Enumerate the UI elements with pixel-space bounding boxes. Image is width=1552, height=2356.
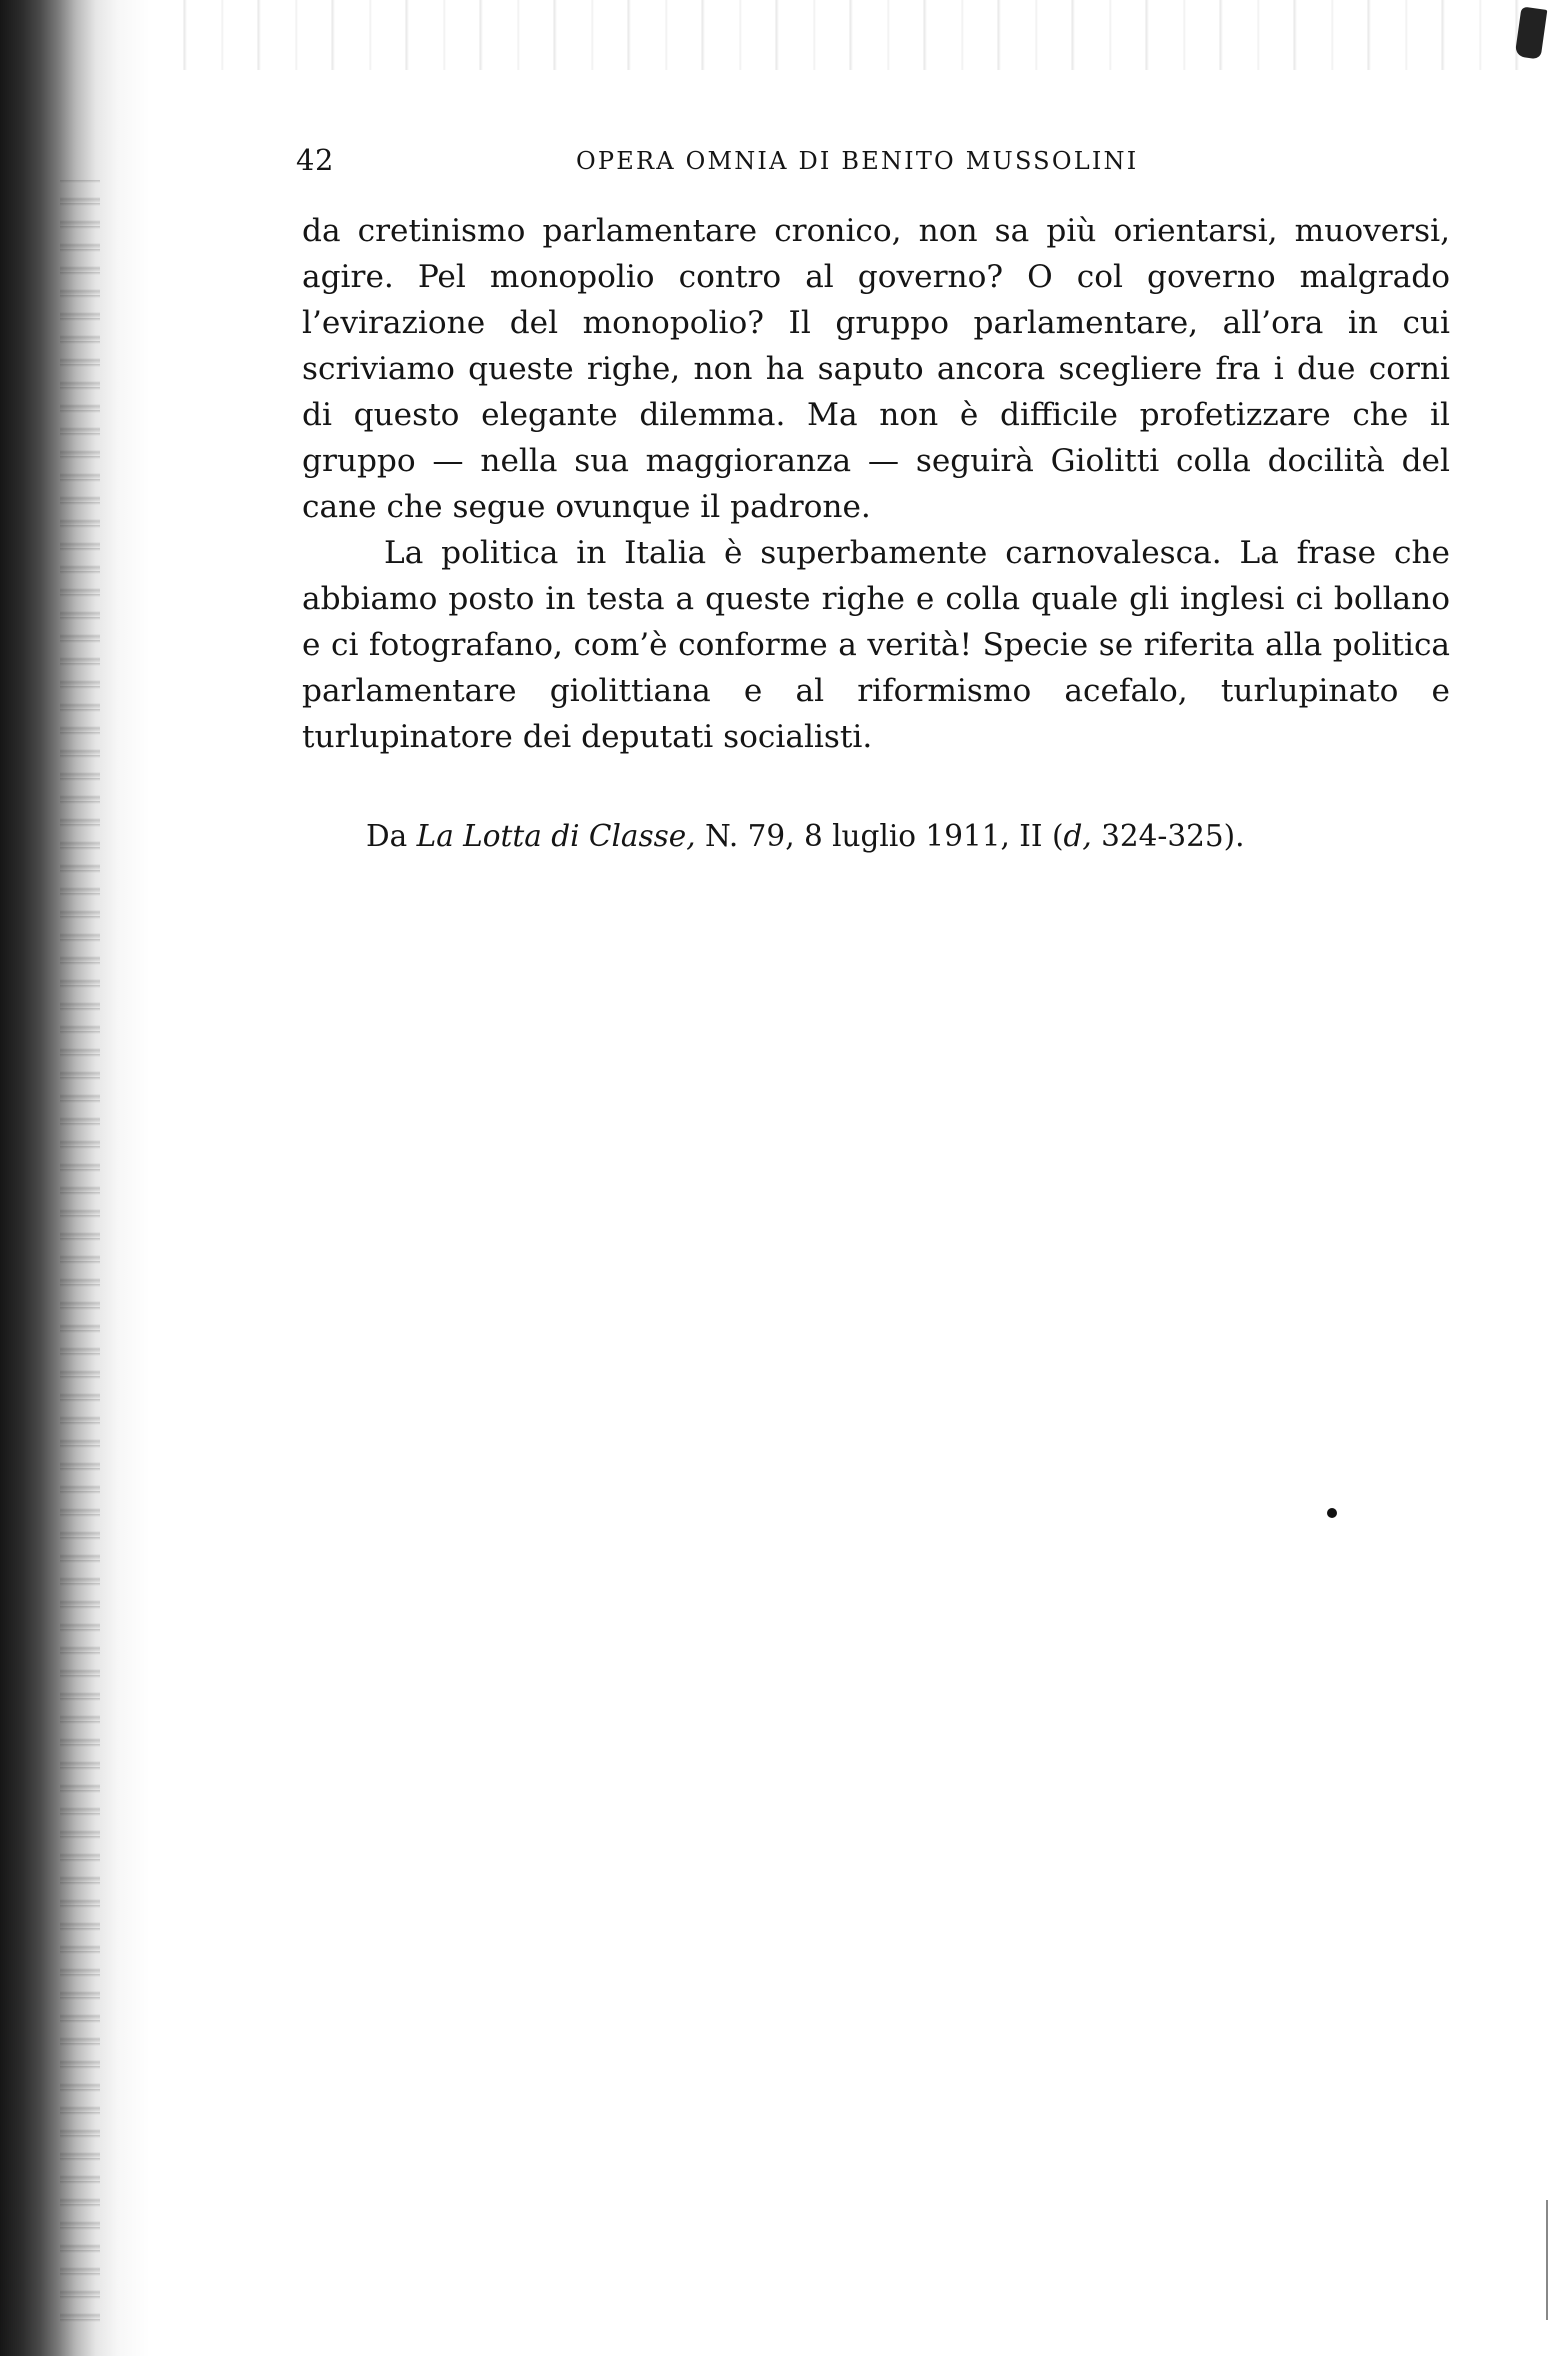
scan-speckle (60, 180, 100, 2330)
page-header (296, 143, 1416, 183)
body-text (302, 208, 1450, 760)
source-title: La Lotta di Classe, (416, 819, 696, 853)
paragraph-1: da cretinismo parlamentare cronico, non sa più orientarsi, muoversi, agire. Pel monopolio contro al governo? O col governo malgrado l’evirazione del monopolio? Il gruppo parlamentare, all’ora in cui scriviamo queste righe, non ha saputo ancora scegliere fra i due corni di questo elegante dilemma. Ma non è difficile profetizzare che il gruppo — nella sua maggioranza — seguirà Giolitti colla docilità del cane che segue ovunque il padrone. (302, 213, 1450, 525)
stray-dot (1327, 1508, 1337, 1518)
scan-noise-top (150, 0, 1552, 70)
running-head: OPERA OMNIA DI BENITO MUSSOLINI (576, 147, 1139, 175)
scan-edge-line (1546, 2200, 1548, 2320)
source-abbrev: d, (1063, 819, 1092, 853)
source-citation (366, 819, 1245, 853)
source-details: N. 79, 8 luglio 1911, II ( (695, 819, 1064, 853)
source-prefix: Da (366, 819, 417, 853)
paragraph-2: La politica in Italia è superbamente carnovalesca. La frase che abbiamo posto in testa a queste righe e colla quale gli inglesi ci bollano e ci fotografano, com’è conforme a verità! Specie se riferita alla politica parlamentare giolittiana e al riformismo acefalo, turlupinato e turlupinatore dei deputati socialisti. (302, 535, 1450, 755)
page-number: 42 (296, 143, 334, 177)
source-pages: 324-325). (1091, 819, 1245, 853)
